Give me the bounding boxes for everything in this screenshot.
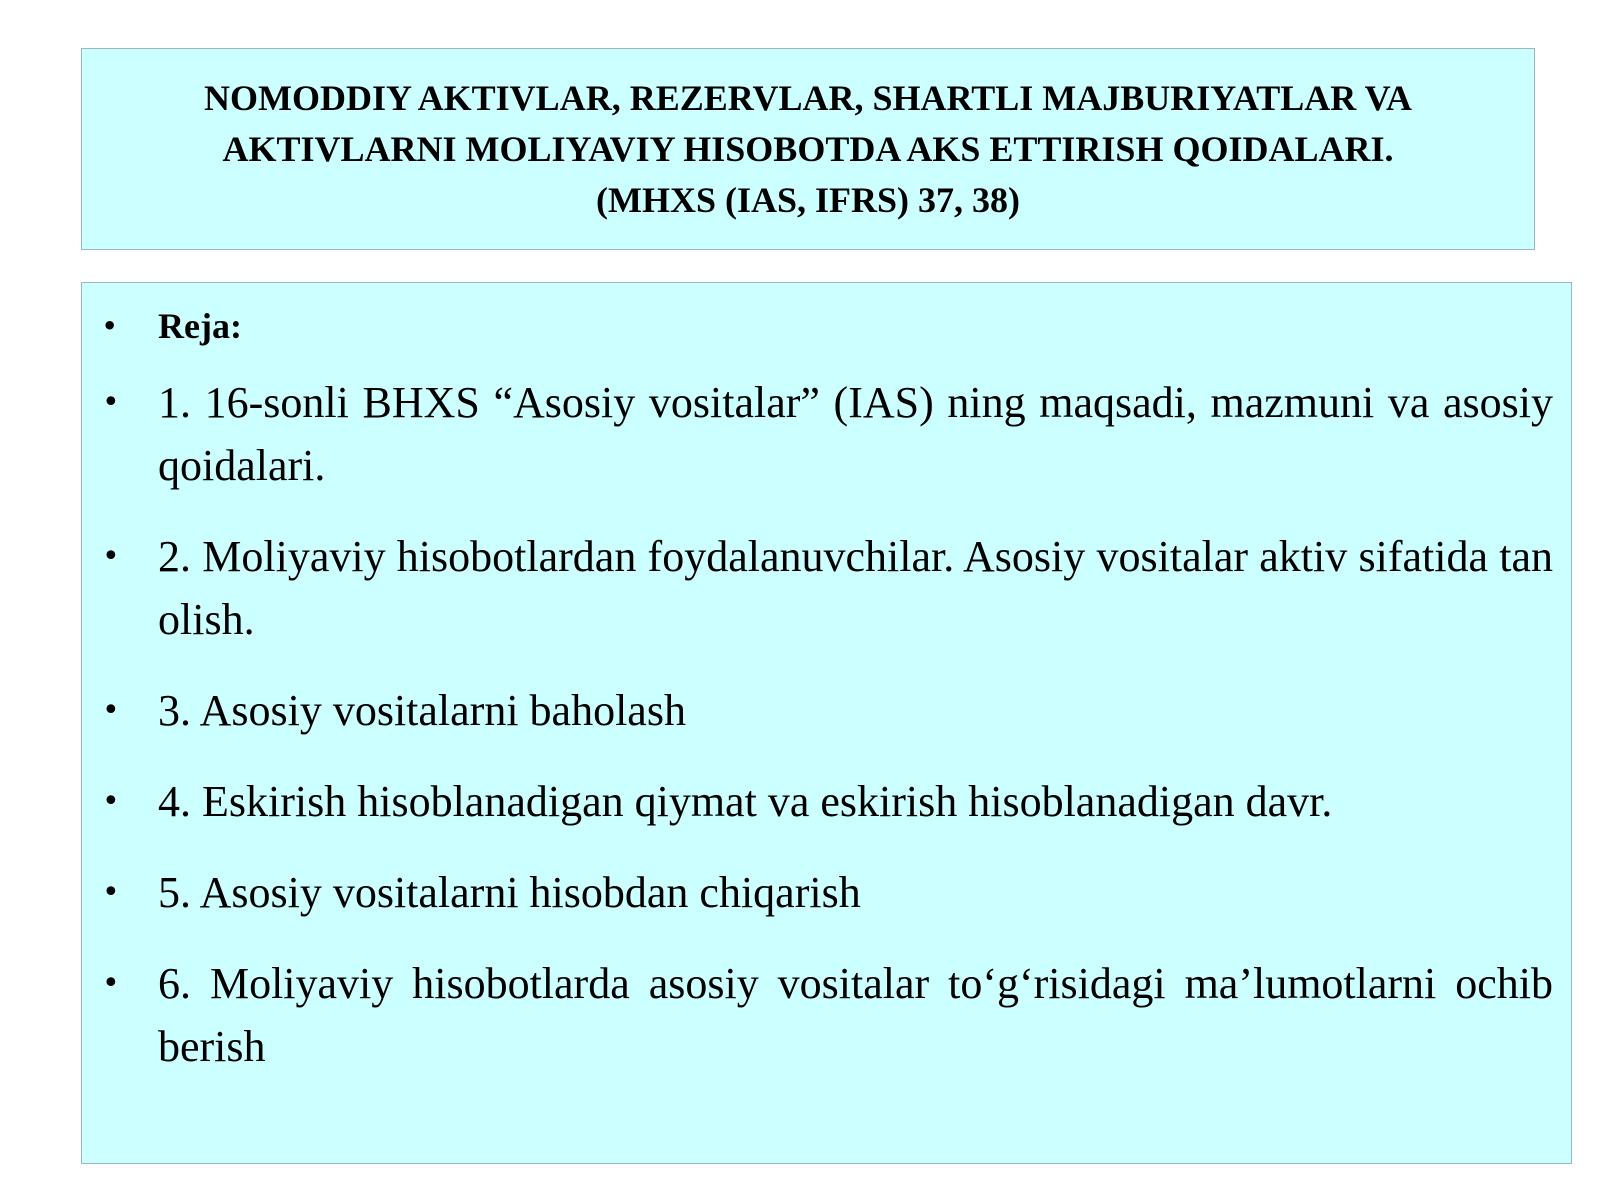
bullet-icon: • — [102, 966, 120, 1001]
bullet-icon: • — [102, 784, 120, 819]
list-item — [102, 770, 1553, 833]
bullet-icon: • — [102, 312, 118, 340]
list-item — [102, 861, 1553, 924]
title-line-1: NOMODDIY AKTIVLAR, REZERVLAR, SHARTLI MAJBURIYATLAR VA — [204, 77, 1412, 118]
bullet-icon: • — [102, 539, 120, 574]
list-item-text: 4. Eskirish hisoblanadigan qiymat va eskirish hisoblanadigan davr. — [158, 777, 1333, 826]
list-item-text: 5. Asosiy vositalarni hisobdan chiqarish — [158, 868, 861, 917]
list-item-text: 6. Moliyaviy hisobotlarda asosiy vositalar to‘g‘risidagi ma’lumotlarni ochib berish — [158, 959, 1553, 1071]
list-item — [102, 371, 1553, 497]
plan-heading — [102, 295, 1553, 358]
bullet-icon: • — [102, 385, 120, 420]
list-item-text: 1. 16-sonli BHXS “Asosiy vositalar” (IAS) ning maqsadi, mazmuni va asosiy qoidalari. — [158, 378, 1553, 490]
content-box — [81, 282, 1572, 1164]
title-line-3: (MHXS (IAS, IFRS) 37, 38) — [595, 179, 1020, 220]
list-item — [102, 525, 1553, 651]
plan-heading-text: Reja: — [158, 306, 242, 346]
list-item-text: 2. Moliyaviy hisobotlardan foydalanuvchilar. Asosiy vositalar aktiv sifatida tan olish. — [158, 532, 1553, 644]
list-item-text: 3. Asosiy vositalarni baholash — [158, 686, 686, 735]
list-item — [102, 679, 1553, 742]
title-box — [81, 48, 1535, 250]
slide-title — [128, 73, 1488, 226]
list-item — [102, 952, 1553, 1078]
bullet-icon: • — [102, 693, 120, 728]
bullet-icon: • — [102, 875, 120, 910]
title-line-2: AKTIVLARNI MOLIYAVIY HISOBOTDA AKS ETTIRISH QOIDALARI. — [222, 128, 1394, 169]
